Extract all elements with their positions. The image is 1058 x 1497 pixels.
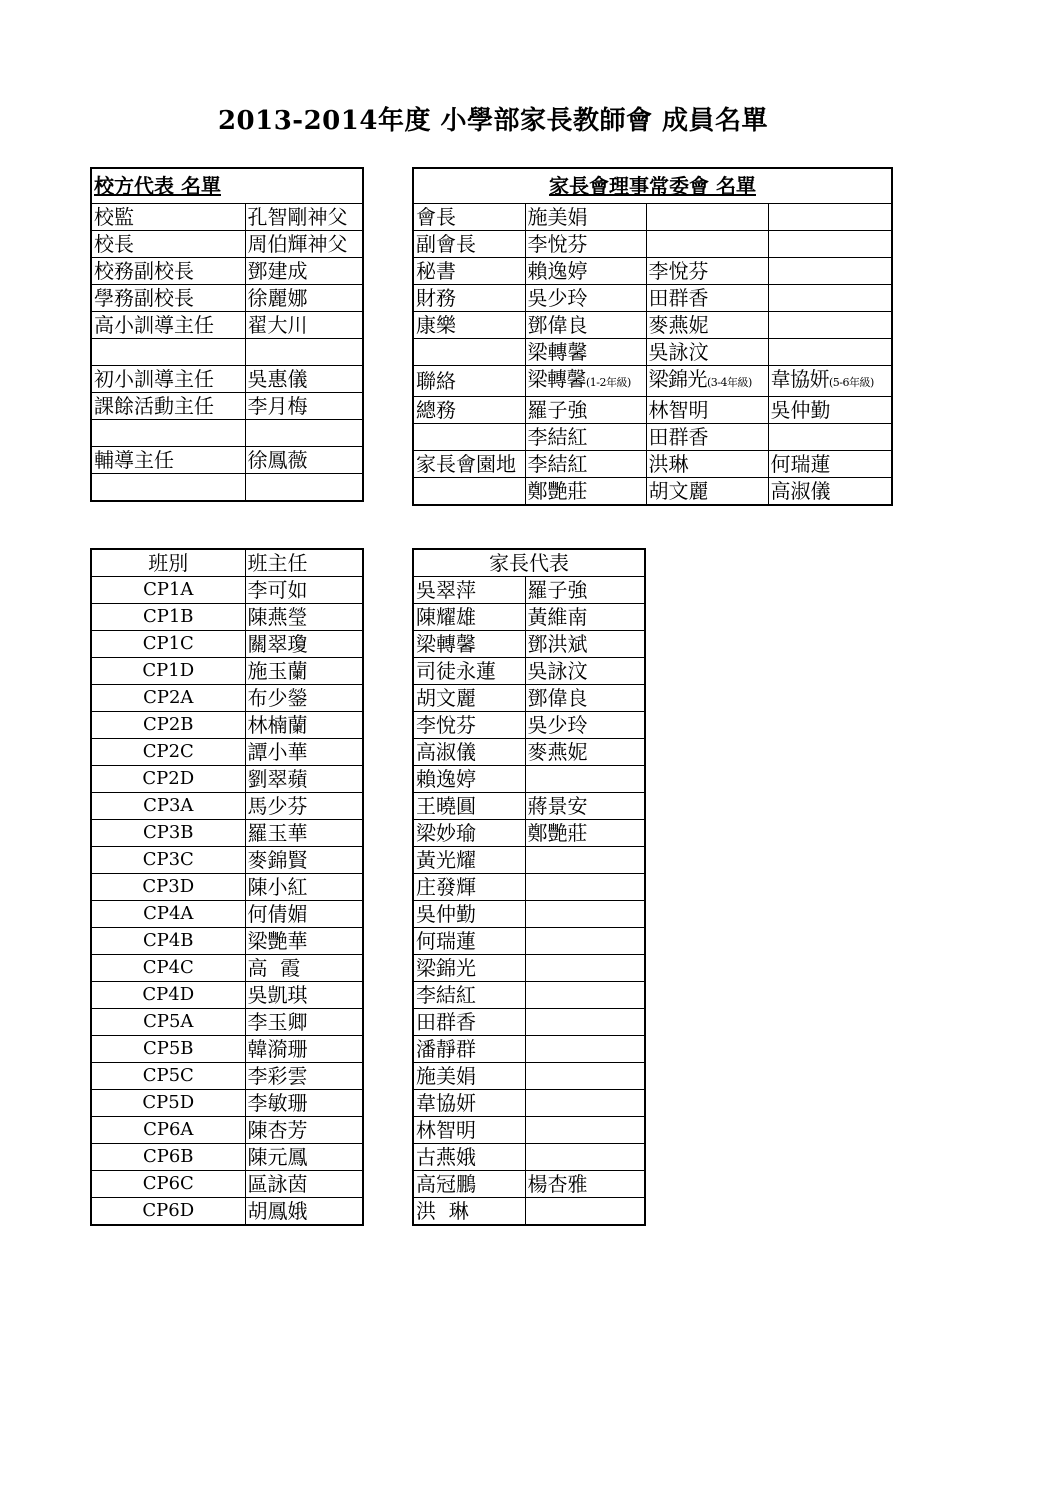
parent-rep-cell: 麥燕妮	[525, 739, 645, 766]
committee-member-cell	[768, 204, 892, 231]
class-code-cell: CP5B	[91, 1036, 245, 1063]
class-code-cell: CP4D	[91, 982, 245, 1009]
committee-role-cell: 總務	[413, 397, 525, 424]
class-teacher-cell: 關翠瓊	[245, 631, 363, 658]
class-code-cell: CP1B	[91, 604, 245, 631]
class-code-cell: CP5C	[91, 1063, 245, 1090]
table-row	[413, 577, 645, 604]
school-role-cell: 高小訓導主任	[91, 312, 245, 339]
table-row	[91, 393, 363, 420]
class-code-cell: CP5A	[91, 1009, 245, 1036]
table-row	[91, 204, 363, 231]
school-table-header: 校方代表 名單	[91, 168, 363, 204]
parent-rep-cell	[525, 1117, 645, 1144]
member-name: 洪琳	[648, 452, 689, 476]
parent-rep-cell: 羅子強	[525, 577, 645, 604]
class-teacher-cell: 李彩雲	[245, 1063, 363, 1090]
committee-role-cell	[413, 339, 525, 366]
parent-rep-cell: 高淑儀	[413, 739, 525, 766]
table-row	[91, 820, 363, 847]
member-name: 林智明	[648, 398, 709, 422]
class-teacher-cell: 陳元鳳	[245, 1144, 363, 1171]
class-teacher-cell: 布少鎣	[245, 685, 363, 712]
class-code-cell: CP6B	[91, 1144, 245, 1171]
table-row	[413, 1171, 645, 1198]
committee-member-cell	[525, 397, 646, 424]
table-row	[413, 739, 645, 766]
member-name: 李結紅	[527, 425, 588, 449]
school-representatives-table	[90, 167, 364, 502]
table-row	[91, 847, 363, 874]
table-row	[413, 312, 892, 339]
parent-rep-cell	[525, 1090, 645, 1117]
member-name: 施美娟	[527, 205, 588, 229]
table-row	[413, 631, 645, 658]
class-teacher-cell: 林楠蘭	[245, 712, 363, 739]
class-teacher-cell: 何倩媚	[245, 901, 363, 928]
parent-rep-cell: 賴逸婷	[413, 766, 525, 793]
member-name: 賴逸婷	[527, 259, 588, 283]
parent-rep-cell: 田群香	[413, 1009, 525, 1036]
member-name: 梁錦光	[648, 367, 707, 391]
parent-rep-cell: 古燕娥	[413, 1144, 525, 1171]
class-code-cell: CP2D	[91, 766, 245, 793]
parent-rep-cell	[525, 1036, 645, 1063]
table-row	[91, 793, 363, 820]
parent-rep-cell: 李結紅	[413, 982, 525, 1009]
table-row	[91, 685, 363, 712]
parent-rep-cell: 庄發輝	[413, 874, 525, 901]
committee-member-cell	[768, 312, 892, 339]
school-name-cell: 翟大川	[245, 312, 363, 339]
parent-rep-cell: 潘靜群	[413, 1036, 525, 1063]
table-row	[91, 901, 363, 928]
committee-table-header: 家長會理事常委會 名單	[413, 168, 892, 204]
parent-rep-cell: 李悅芬	[413, 712, 525, 739]
school-name-cell: 徐鳳薇	[245, 447, 363, 474]
school-name-cell: 鄧建成	[245, 258, 363, 285]
parent-rep-cell: 黃光耀	[413, 847, 525, 874]
parent-rep-cell: 胡文麗	[413, 685, 525, 712]
committee-member-cell	[646, 451, 768, 478]
table-row	[413, 820, 645, 847]
member-name: 李悅芬	[527, 232, 588, 256]
class-code-cell: CP6C	[91, 1171, 245, 1198]
committee-member-cell	[525, 366, 646, 397]
member-name: 田群香	[648, 425, 709, 449]
class-teacher-cell: 麥錦賢	[245, 847, 363, 874]
table-row	[413, 685, 645, 712]
member-name: 鄭艷莊	[527, 479, 588, 503]
class-code-cell: CP2C	[91, 739, 245, 766]
member-name: 韋協妍	[770, 367, 829, 391]
table-row	[91, 339, 363, 366]
parent-rep-cell: 韋協妍	[413, 1090, 525, 1117]
member-name: 梁轉馨	[527, 367, 586, 391]
parent-rep-cell: 吳詠汶	[525, 658, 645, 685]
table-row	[413, 451, 892, 478]
class-code-cell: CP1C	[91, 631, 245, 658]
class-code-cell: CP3D	[91, 874, 245, 901]
parent-rep-cell	[525, 982, 645, 1009]
member-name: 鄧偉良	[527, 313, 588, 337]
parent-rep-cell: 蔣景安	[525, 793, 645, 820]
table-row	[413, 339, 892, 366]
table-row	[91, 982, 363, 1009]
table-row	[91, 366, 363, 393]
class-code-cell: CP6A	[91, 1117, 245, 1144]
committee-role-cell: 財務	[413, 285, 525, 312]
table-row	[91, 604, 363, 631]
table-row	[413, 1009, 645, 1036]
class-teacher-cell: 馬少芬	[245, 793, 363, 820]
school-role-cell	[91, 474, 245, 502]
parent-rep-cell: 楊杏雅	[525, 1171, 645, 1198]
table-row	[91, 928, 363, 955]
member-name: 吳少玲	[527, 286, 588, 310]
class-column-header: 班別	[91, 549, 245, 577]
table-row	[91, 1063, 363, 1090]
table-row	[91, 258, 363, 285]
school-role-cell	[91, 420, 245, 447]
class-teacher-table	[90, 548, 364, 1226]
committee-member-cell	[646, 204, 768, 231]
table-row	[413, 478, 892, 506]
committee-member-cell	[525, 231, 646, 258]
school-name-cell: 吳惠儀	[245, 366, 363, 393]
parent-rep-cell: 司徒永蓮	[413, 658, 525, 685]
parent-rep-cell: 洪 琳	[413, 1198, 525, 1226]
committee-member-cell	[525, 451, 646, 478]
class-teacher-cell: 高 霞	[245, 955, 363, 982]
school-role-cell: 校務副校長	[91, 258, 245, 285]
table-row	[91, 1144, 363, 1171]
table-row	[91, 739, 363, 766]
class-code-cell: CP2B	[91, 712, 245, 739]
table-row	[91, 420, 363, 447]
parent-rep-cell	[525, 874, 645, 901]
class-code-cell: CP4B	[91, 928, 245, 955]
parent-rep-cell	[525, 955, 645, 982]
table-row	[91, 1036, 363, 1063]
grade-note: (5-6年級)	[829, 376, 874, 389]
table-row	[413, 1117, 645, 1144]
parent-rep-cell: 黃維南	[525, 604, 645, 631]
table-row	[91, 631, 363, 658]
parent-rep-cell: 林智明	[413, 1117, 525, 1144]
parent-rep-cell: 吳仲勤	[413, 901, 525, 928]
table-row	[413, 604, 645, 631]
school-role-cell: 學務副校長	[91, 285, 245, 312]
member-name: 吳詠汶	[648, 340, 709, 364]
committee-member-cell	[646, 424, 768, 451]
class-code-cell: CP4A	[91, 901, 245, 928]
member-name: 吳仲勤	[770, 398, 831, 422]
table-row	[413, 928, 645, 955]
class-code-cell: CP4C	[91, 955, 245, 982]
class-code-cell: CP2A	[91, 685, 245, 712]
school-name-cell: 徐麗娜	[245, 285, 363, 312]
committee-member-cell	[768, 258, 892, 285]
class-teacher-cell: 譚小華	[245, 739, 363, 766]
committee-member-cell	[768, 285, 892, 312]
school-name-cell	[245, 420, 363, 447]
table-row	[91, 231, 363, 258]
table-row	[413, 901, 645, 928]
committee-role-cell: 康樂	[413, 312, 525, 339]
table-row	[91, 1117, 363, 1144]
class-teacher-cell: 陳杏芳	[245, 1117, 363, 1144]
committee-member-cell	[525, 312, 646, 339]
member-name: 李悅芬	[648, 259, 709, 283]
table-row	[413, 874, 645, 901]
table-row	[413, 285, 892, 312]
class-teacher-cell: 李可如	[245, 577, 363, 604]
committee-role-cell	[413, 478, 525, 506]
table-row	[413, 982, 645, 1009]
committee-role-cell: 家長會園地	[413, 451, 525, 478]
member-name: 李結紅	[527, 452, 588, 476]
class-teacher-cell: 吳凱琪	[245, 982, 363, 1009]
committee-member-cell	[525, 339, 646, 366]
school-role-cell: 輔導主任	[91, 447, 245, 474]
table-row	[413, 658, 645, 685]
table-row	[91, 1090, 363, 1117]
page-title: 2013-2014年度 小學部家長教師會 成員名單	[217, 106, 769, 136]
committee-member-cell	[768, 424, 892, 451]
table-row	[91, 447, 363, 474]
table-row	[413, 766, 645, 793]
member-name: 田群香	[648, 286, 709, 310]
school-name-cell: 李月梅	[245, 393, 363, 420]
committee-member-cell	[646, 231, 768, 258]
committee-member-cell	[768, 397, 892, 424]
committee-role-cell	[413, 424, 525, 451]
member-name: 羅子強	[527, 398, 588, 422]
school-name-cell: 孔智剛神父	[245, 204, 363, 231]
table-row	[413, 1063, 645, 1090]
committee-member-cell	[768, 478, 892, 506]
school-role-cell	[91, 339, 245, 366]
parent-rep-cell: 鄭艷莊	[525, 820, 645, 847]
parent-rep-cell: 吳翠萍	[413, 577, 525, 604]
table-row	[91, 766, 363, 793]
school-name-cell	[245, 474, 363, 502]
class-teacher-cell: 李敏珊	[245, 1090, 363, 1117]
class-teacher-cell: 施玉蘭	[245, 658, 363, 685]
class-teacher-cell: 梁艷華	[245, 928, 363, 955]
class-code-cell: CP3C	[91, 847, 245, 874]
table-row	[91, 474, 363, 502]
table-row	[413, 1198, 645, 1226]
parent-rep-cell	[525, 766, 645, 793]
table-row	[91, 1198, 363, 1226]
committee-member-cell	[768, 451, 892, 478]
committee-member-cell	[646, 366, 768, 397]
parent-rep-cell: 梁錦光	[413, 955, 525, 982]
parent-rep-cell	[525, 1063, 645, 1090]
school-name-cell: 周伯輝神父	[245, 231, 363, 258]
parent-representatives-table	[412, 548, 646, 1226]
committee-role-cell: 會長	[413, 204, 525, 231]
class-code-cell: CP1D	[91, 658, 245, 685]
parent-rep-cell	[525, 928, 645, 955]
table-row	[91, 1009, 363, 1036]
committee-table	[412, 167, 893, 506]
committee-member-cell	[525, 424, 646, 451]
table-row	[413, 1090, 645, 1117]
parent-rep-cell: 梁轉馨	[413, 631, 525, 658]
teacher-column-header: 班主任	[245, 549, 363, 577]
parent-rep-cell: 吳少玲	[525, 712, 645, 739]
school-name-cell	[245, 339, 363, 366]
parent-table-header: 家長代表	[413, 549, 645, 577]
table-row	[91, 874, 363, 901]
committee-member-cell	[768, 366, 892, 397]
table-row	[413, 712, 645, 739]
class-teacher-cell: 羅玉華	[245, 820, 363, 847]
class-teacher-cell: 陳小紅	[245, 874, 363, 901]
school-role-cell: 校監	[91, 204, 245, 231]
table-row	[91, 658, 363, 685]
committee-member-cell	[525, 478, 646, 506]
member-name: 梁轉馨	[527, 340, 588, 364]
committee-member-cell	[768, 231, 892, 258]
parent-rep-cell: 陳耀雄	[413, 604, 525, 631]
committee-role-cell: 秘書	[413, 258, 525, 285]
class-code-cell: CP1A	[91, 577, 245, 604]
parent-rep-cell: 王曉圓	[413, 793, 525, 820]
class-teacher-cell: 韓漪珊	[245, 1036, 363, 1063]
parent-rep-cell: 鄧洪斌	[525, 631, 645, 658]
committee-member-cell	[525, 285, 646, 312]
table-row	[413, 1036, 645, 1063]
table-row	[91, 285, 363, 312]
table-row	[413, 1144, 645, 1171]
class-teacher-cell: 區詠茵	[245, 1171, 363, 1198]
class-teacher-cell: 胡鳳娥	[245, 1198, 363, 1226]
member-name: 高淑儀	[770, 479, 831, 503]
parent-rep-cell	[525, 901, 645, 928]
parent-rep-cell: 梁妙瑜	[413, 820, 525, 847]
committee-member-cell	[646, 312, 768, 339]
school-role-cell: 校長	[91, 231, 245, 258]
parent-rep-cell: 鄧偉良	[525, 685, 645, 712]
class-code-cell: CP5D	[91, 1090, 245, 1117]
parent-rep-cell: 施美娟	[413, 1063, 525, 1090]
class-teacher-cell: 陳燕瑩	[245, 604, 363, 631]
committee-role-cell: 副會長	[413, 231, 525, 258]
parent-rep-cell: 何瑞蓮	[413, 928, 525, 955]
table-row	[413, 397, 892, 424]
table-row	[413, 231, 892, 258]
table-row	[91, 577, 363, 604]
table-row	[413, 847, 645, 874]
table-row	[413, 204, 892, 231]
parent-rep-cell	[525, 1198, 645, 1226]
committee-member-cell	[646, 397, 768, 424]
table-row	[413, 793, 645, 820]
class-teacher-cell: 李玉卿	[245, 1009, 363, 1036]
class-teacher-cell: 劉翠蘋	[245, 766, 363, 793]
grade-note: (1-2年級)	[586, 376, 631, 389]
table-row	[91, 312, 363, 339]
parent-rep-cell	[525, 847, 645, 874]
committee-member-cell	[646, 339, 768, 366]
member-name: 何瑞蓮	[770, 452, 831, 476]
grade-note: (3-4年級)	[707, 376, 752, 389]
parent-rep-cell: 高冠鵬	[413, 1171, 525, 1198]
table-row	[413, 366, 892, 397]
committee-role-cell: 聯絡	[413, 366, 525, 397]
committee-member-cell	[525, 204, 646, 231]
parent-rep-cell	[525, 1009, 645, 1036]
member-name: 麥燕妮	[648, 313, 709, 337]
class-code-cell: CP6D	[91, 1198, 245, 1226]
class-code-cell: CP3B	[91, 820, 245, 847]
member-name: 胡文麗	[648, 479, 709, 503]
class-code-cell: CP3A	[91, 793, 245, 820]
table-row	[91, 712, 363, 739]
committee-member-cell	[646, 478, 768, 506]
school-role-cell: 課餘活動主任	[91, 393, 245, 420]
committee-member-cell	[646, 285, 768, 312]
table-row	[91, 1171, 363, 1198]
school-role-cell: 初小訓導主任	[91, 366, 245, 393]
table-row	[413, 424, 892, 451]
table-row	[413, 955, 645, 982]
parent-rep-cell	[525, 1144, 645, 1171]
committee-member-cell	[646, 258, 768, 285]
table-row	[91, 955, 363, 982]
committee-member-cell	[525, 258, 646, 285]
committee-member-cell	[768, 339, 892, 366]
table-row	[413, 258, 892, 285]
